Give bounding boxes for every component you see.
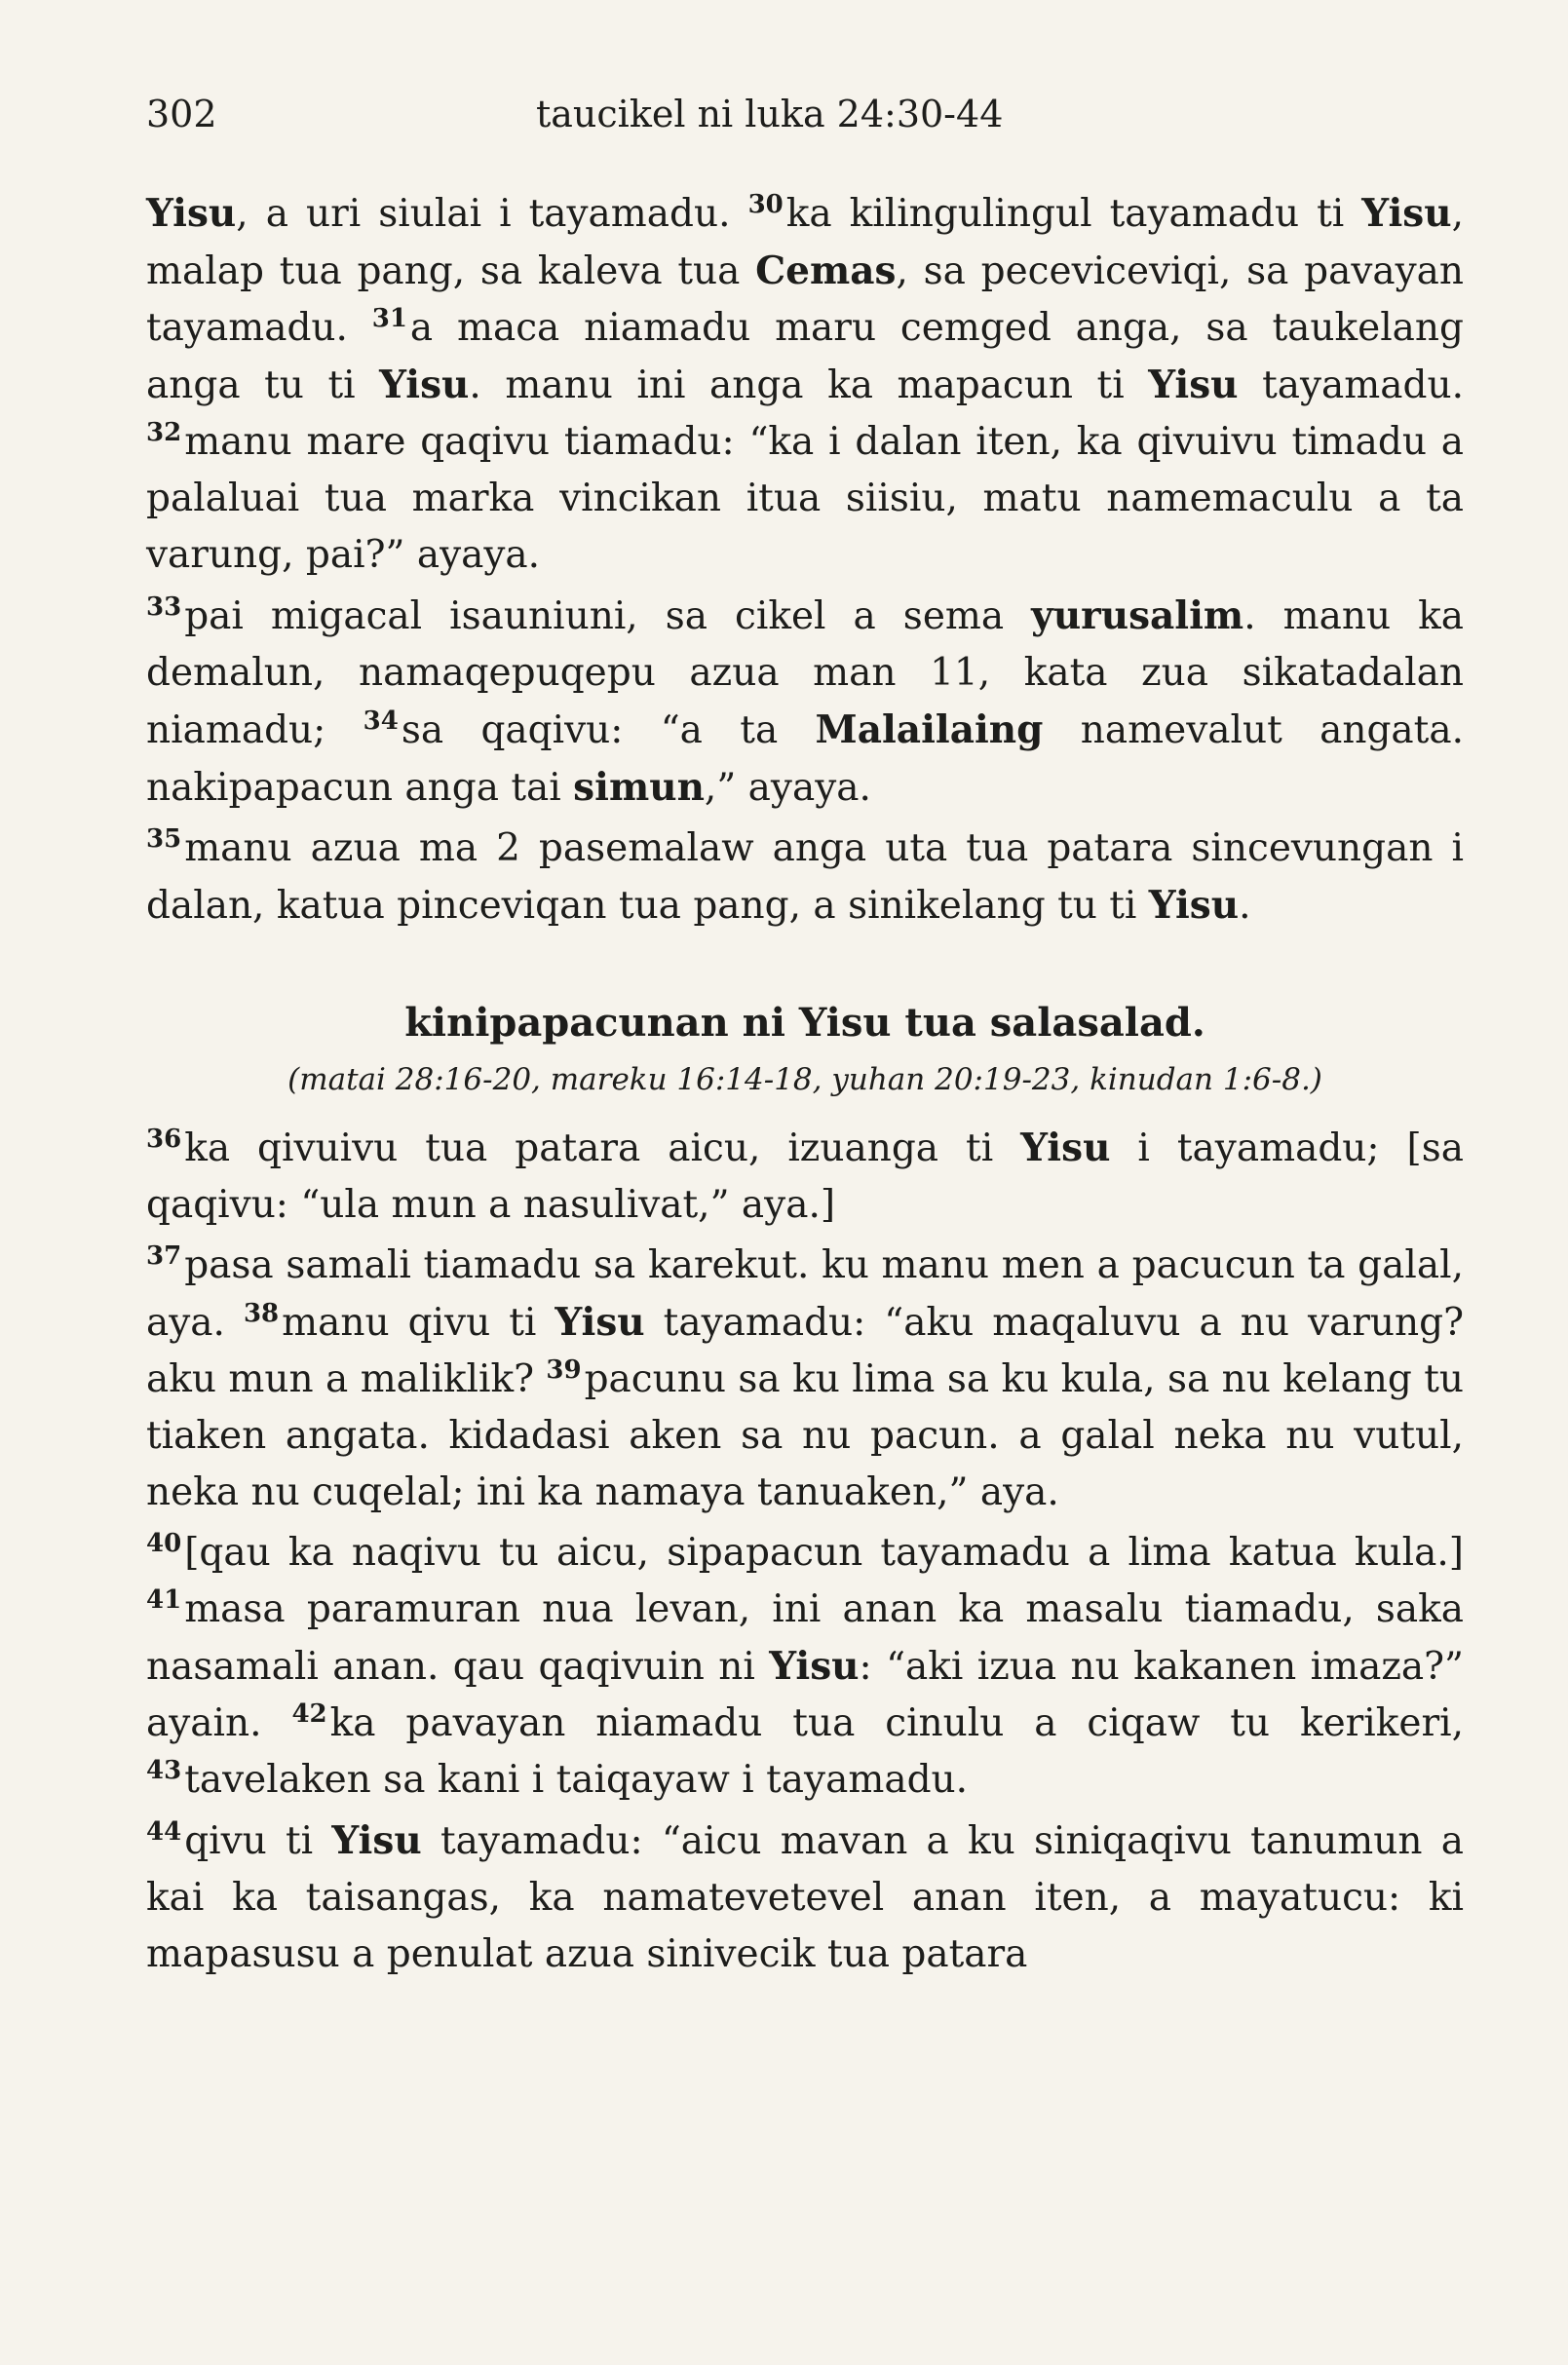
paragraph [146,1525,1464,1809]
verse-number: 42 [291,1698,327,1729]
verse-text: : “aki izua nu kakanen imaza?” ayain. [146,1645,1464,1745]
verse-text: ,” ayaya. [704,766,871,810]
verse-text: ka kilingulingul tayamadu ti [785,192,1362,236]
verse-text: tavelaken sa kani i taiqayaw i tayamadu. [184,1758,969,1802]
verse-text: namevalut angata. nakipapacun anga tai [146,708,1464,810]
verse-text: tayamadu. [1238,363,1464,407]
verse-number: 31 [371,303,407,333]
paragraphs-bottom [146,1120,1464,1983]
running-header [146,90,1442,138]
verse-text: . manu ka demalun, namaqepuqepu azua man 11, kata zua sikatadalan niamadu; [146,594,1464,752]
proper-name: Yisu [1148,883,1240,928]
verse-text: a maca niamadu maru cemged anga, sa taukelang anga tu ti [146,306,1464,407]
verse-text: qivu ti [184,1819,332,1863]
verse-number: 32 [146,417,182,447]
verse-number: 33 [146,591,182,622]
proper-name: Yisu [379,362,470,407]
verse-number: 35 [146,823,182,854]
verse-text: , a uri siulai i tayamadu. [236,192,748,236]
verse-text: , malap tua pang, sa kaleva tua [146,192,1464,293]
paragraph [146,1812,1464,1983]
verse-number: 37 [146,1240,182,1271]
verse-number: 34 [363,706,399,736]
verse-text: masa paramuran nua levan, ini anan ka masalu tiamadu, saka nasamali anan. qau qaqivuin ni [146,1587,1464,1689]
verse-text: tayamadu: “aicu mavan a ku siniqaqivu tanumun a kai ka taisangas, ka namatevetevel anan iten, a mayatucu: ki mapasusu a penulat azua sinivecik tua patara [146,1819,1465,1976]
page-number: 302 [146,93,217,135]
verse-number: 39 [546,1354,582,1385]
verse-text: manu mare qaqivu tiamadu: “ka i dalan iten, ka qivuivu timadu a palaluai tua marka vincikan itua siisiu, matu namemaculu a ta varung, pai?” ayaya. [146,420,1464,577]
verse-number: 41 [146,1584,182,1615]
paragraph [146,185,1464,584]
verse-text: ka qivuivu tua patara aicu, izuanga ti [184,1126,1021,1170]
verse-number: 30 [747,189,784,219]
proper-name: Yisu [1148,362,1239,407]
verse-text: pasa samali tiamadu sa karekut. ku manu men a pacucun ta galal, aya. [146,1243,1464,1345]
verse-number: 43 [146,1755,182,1785]
verse-text: . [1239,884,1251,928]
proper-name: Yisu [1020,1125,1111,1170]
verse-text: i tayamadu; [sa qaqivu: “ula mun a nasulivat,” aya.] [146,1126,1465,1227]
proper-name: Yisu [331,1818,422,1863]
verse-text: , sa peceviceviqi, sa pavayan tayamadu. [146,249,1465,350]
verse-text: sa qaqivu: “a ta [401,708,816,752]
proper-name: Cemas [755,248,897,293]
verse-text: ka pavayan niamadu tua cinulu a ciqaw tu kerikeri, [329,1701,1464,1745]
verse-text: pacunu sa ku lima sa ku kula, sa nu kelang tu tiaken angata. kidadasi aken sa nu pacun. a galal neka nu vutul, neka nu cuqelal; ini ka namaya tanuaken,” aya. [146,1357,1464,1514]
section-references: (matai 28:16-20, mareku 16:14-18, yuhan 20:19-23, kinudan 1:6-8.) [287,1062,1322,1097]
proper-name: Malailaing [815,707,1044,752]
paragraph [146,588,1464,817]
verse-text: . manu ini anga ka mapacun ti [469,363,1149,407]
section-heading: kinipapacunan ni Yisu tua salasalad. [404,1000,1205,1046]
verse-text: pai migacal isauniuni, sa cikel a sema [184,594,1032,638]
paragraph [146,1238,1464,1521]
proper-name: Yisu [555,1300,645,1345]
verse-number: 36 [146,1124,182,1154]
verse-number: 40 [146,1528,182,1558]
running-title: taucikel ni luka 24:30-44 [536,93,1004,135]
proper-name: Yisu [1361,191,1452,236]
verse-text: tayamadu: “aku maqaluvu a nu varung? aku mun a maliklik? [146,1301,1464,1401]
paragraph [146,1120,1464,1234]
verse-text: manu azua ma 2 pasemalaw anga uta tua patara sincevungan i dalan, katua pinceviqan tua pang, a sinikelang tu ti [146,826,1464,928]
verse-number: 44 [146,1816,182,1847]
proper-name: yurusalim [1031,593,1244,638]
proper-name: Yisu [769,1644,860,1689]
verse-text: [qau ka naqivu tu aicu, sipapacun tayamadu a lima katua kula.] [184,1531,1464,1575]
paragraphs-top [146,185,1464,935]
verse-text: manu qivu ti [282,1301,555,1345]
proper-name: Yisu [146,191,237,236]
paragraph [146,820,1464,935]
text-body [146,185,1464,1983]
proper-name: simun [573,765,705,810]
verse-number: 38 [243,1298,280,1328]
